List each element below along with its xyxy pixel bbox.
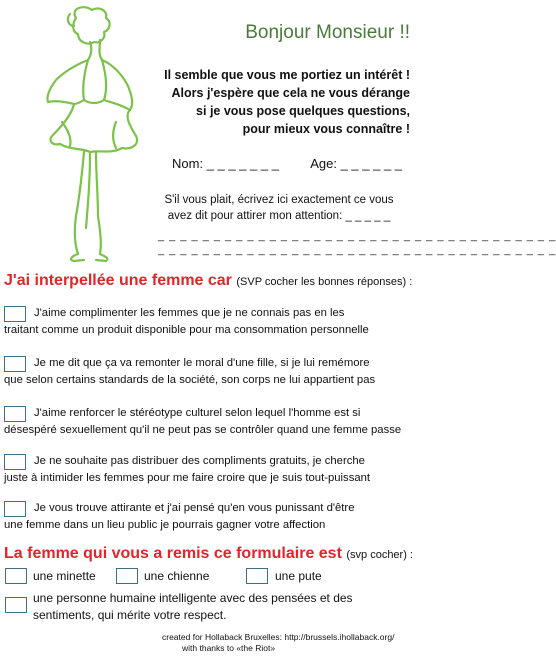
option-text: traitant comme un produit disponible pour ma consommation personnelle <box>4 324 369 336</box>
option-text: Je vous trouve attirante et j'ai pensé qu'en vous punissant d'être <box>34 502 355 514</box>
option-text: J'aime renforcer le stéréotype culturel selon lequel l'homme est si <box>34 407 361 419</box>
option-text: une femme dans un lieu public je pourrais gagner votre affection <box>4 519 326 531</box>
section-title-text: La femme qui vous a remis ce formulaire est <box>4 545 342 562</box>
reason-checkbox[interactable] <box>4 306 26 322</box>
option-text: désespéré sexuellement qu'il ne peut pas se contrôler quand une femme passe <box>4 424 402 436</box>
credits <box>162 632 394 654</box>
option-text: que selon certains standards de la société, son corps ne lui appartient pas <box>4 374 376 386</box>
reason-option <box>4 355 442 389</box>
option-text: juste à intimider les femmes pour me faire croire que je suis tout-puissant <box>4 472 371 484</box>
choice-label: une minette <box>33 569 96 583</box>
credit-line: created for Hollaback Bruxelles: http://brussels.ihollaback.org/ <box>162 632 395 642</box>
choice-label: une pute <box>275 569 322 583</box>
section-woman-title <box>4 545 413 563</box>
option-text: J'aime complimenter les femmes que je ne connais pas en les <box>34 307 345 319</box>
reason-option <box>4 405 442 439</box>
section-note: (svp cocher) : <box>346 549 413 561</box>
answer-line[interactable]: _ _ _ _ _ _ _ _ _ _ _ _ _ _ _ _ _ _ _ _ _ _ _ _ _ _ _ _ _ _ _ _ _ _ _ _ <box>158 244 556 256</box>
reason-option <box>4 305 442 339</box>
intro-line: si je vous pose quelques questions, <box>196 104 410 118</box>
choice-checkbox[interactable] <box>5 597 27 613</box>
intro-text <box>140 66 410 138</box>
choice-text: une personne humaine intelligente avec des pensées et des <box>33 591 353 605</box>
choice-label <box>33 590 353 624</box>
age-label: Age: <box>310 156 337 171</box>
reason-option <box>4 453 442 487</box>
section-note: (SVP cocher les bonnes réponses) : <box>236 276 413 288</box>
reason-checkbox[interactable] <box>4 356 26 372</box>
question-line[interactable]: avez dit pour attirer mon attention: _ _ _ _ _ <box>167 210 391 222</box>
section-title-text: J'ai interpellée une femme car <box>4 272 232 289</box>
intro-line: Alors j'espère que cela ne vous dérange <box>171 86 410 100</box>
credit-line: with thanks to «the Riot» <box>182 643 276 653</box>
section-reasons-title <box>4 272 412 290</box>
age-field[interactable]: _ _ _ _ _ _ <box>340 156 403 171</box>
choice-checkbox[interactable] <box>246 568 268 584</box>
intro-line: Il semble que vous me portiez un intérêt ! <box>164 68 410 82</box>
option-text: Je ne souhaite pas distribuer des compliments gratuits, je cherche <box>34 455 365 467</box>
name-field[interactable]: _ _ _ _ _ _ _ <box>206 156 279 171</box>
option-text: Je me dit que ça va remonter le moral d'une fille, si je lui remémore <box>34 357 370 369</box>
choice-checkbox[interactable] <box>5 568 27 584</box>
pickup-line-question <box>150 192 408 224</box>
reason-checkbox[interactable] <box>4 501 26 517</box>
reason-option <box>4 500 442 534</box>
intro-line: pour mieux vous connaître ! <box>242 122 410 136</box>
choice-checkbox[interactable] <box>116 568 138 584</box>
choice-text: sentiments, qui mérite votre respect. <box>33 608 227 622</box>
reason-checkbox[interactable] <box>4 406 26 422</box>
page-title: Bonjour Monsieur !! <box>245 22 410 43</box>
choice-label: une chienne <box>144 569 210 583</box>
answer-line[interactable]: _ _ _ _ _ _ _ _ _ _ _ _ _ _ _ _ _ _ _ _ _ _ _ _ _ _ _ _ _ _ _ _ _ _ _ _ <box>158 230 556 242</box>
name-label: Nom: <box>172 156 204 171</box>
reason-checkbox[interactable] <box>4 454 26 470</box>
question-line: S'il vous plait, écrivez ici exactement ce vous <box>164 194 394 206</box>
identity-fields <box>172 156 412 171</box>
